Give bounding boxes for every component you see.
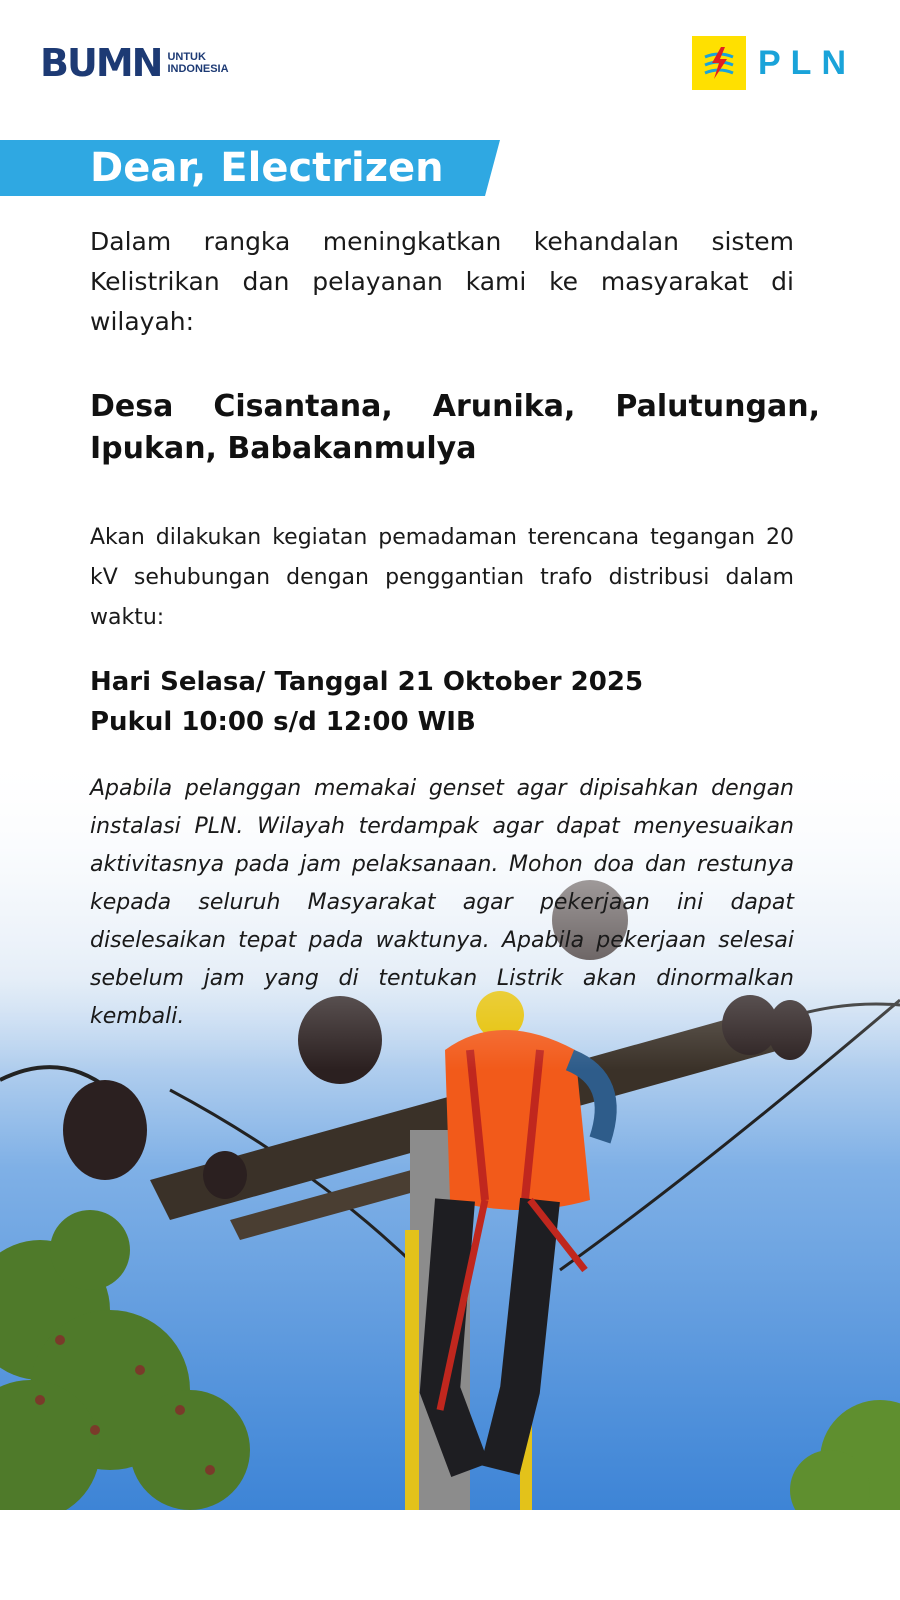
pln-lightning-icon	[692, 36, 746, 90]
affected-locations: Desa Cisantana, Arunika, Palutungan, Ipukan, Babakanmulya	[90, 389, 820, 466]
schedule	[90, 662, 643, 742]
pln-wordmark: PLN	[758, 43, 856, 82]
banner-title: Dear, Electrizen	[90, 145, 444, 191]
schedule-date: Hari Selasa/ Tanggal 21 Oktober 2025	[90, 667, 644, 697]
bumn-logo-mark: BUMN	[40, 41, 162, 85]
bumn-logo-tagline	[167, 51, 228, 75]
bumn-tagline-line-1: UNTUK	[167, 51, 206, 63]
schedule-time: Pukul 10:00 s/d 12:00 WIB	[90, 707, 476, 737]
bumn-logo	[40, 41, 229, 85]
advice-paragraph: Apabila pelanggan memakai genset agar dipisahkan dengan instalasi PLN. Wilayah terdampak agar dapat menyesuaikan aktivitasnya pada jam pelaksanaan. Mohon doa dan restunya kepada seluruh Masyarakat agar pekerjaan ini dapat diselesaikan tepat pada waktunya. Apabila pekerjaan selesai sebelum jam yang di tentukan Listrik akan dinormalkan kembali.	[90, 776, 794, 1029]
outage-notice: Akan dilakukan kegiatan pemadaman terencana tegangan 20 kV sehubungan dengan penggantian trafo distribusi dalam waktu:	[90, 525, 794, 630]
pln-logo	[692, 36, 856, 90]
intro-paragraph: Dalam rangka meningkatkan kehandalan sistem Kelistrikan dan pelayanan kami ke masyarakat di wilayah:	[90, 227, 794, 336]
bumn-tagline-line-2: INDONESIA	[167, 63, 229, 75]
